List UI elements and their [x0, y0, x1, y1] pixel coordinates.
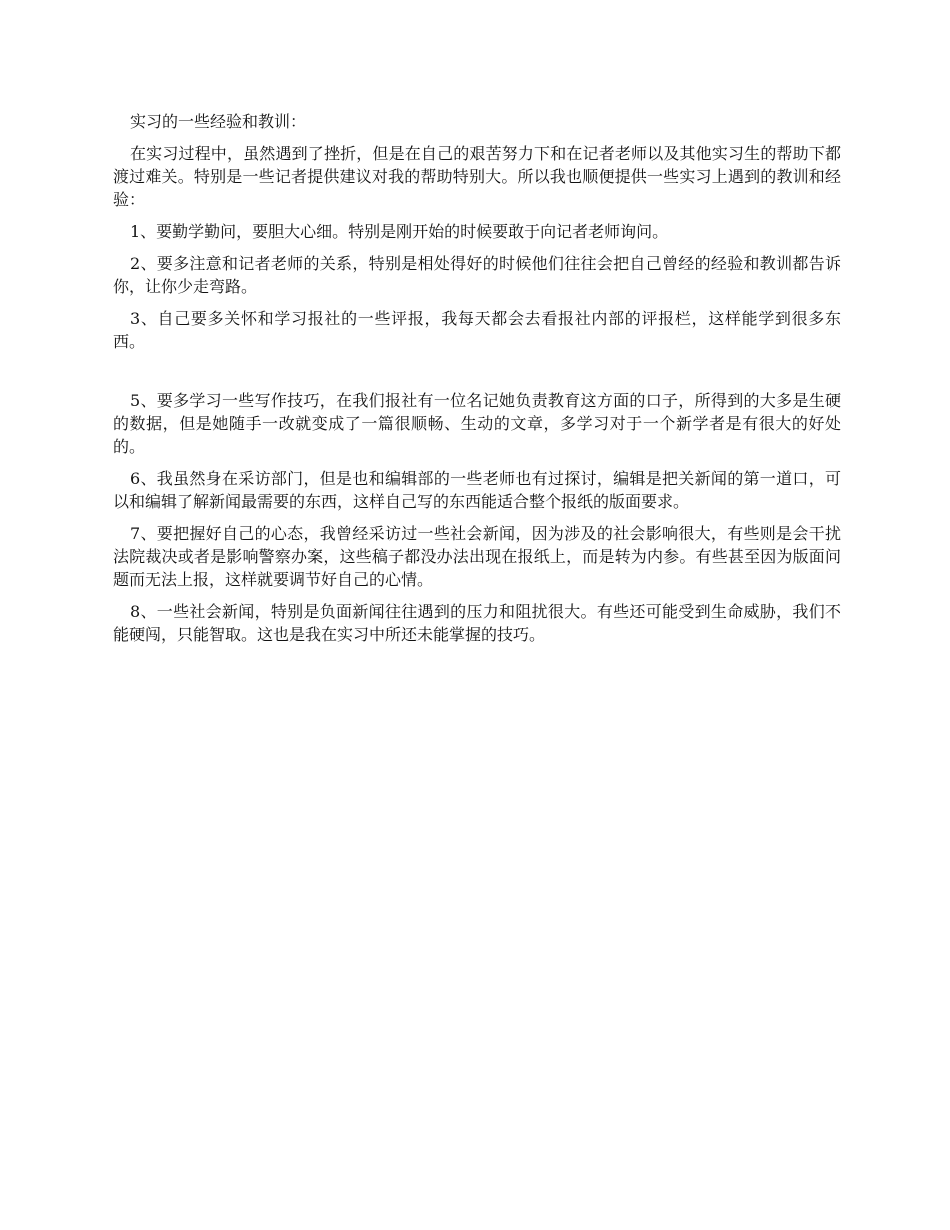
list-item: 7、要把握好自己的心态，我曾经采访过一些社会新闻，因为涉及的社会影响很大，有些则是会干扰法院裁决或者是影响警察办案，这些稿子都没办法出现在报纸上，而是转为内参。有些甚至因为版面问题而无法上报，这样就要调节好自己的心情。: [113, 524, 841, 589]
list-item: 3、自己要多关怀和学习报社的一些评报，我每天都会去看报社内部的评报栏，这样能学到很多东西。: [113, 309, 841, 351]
blank-gap: [113, 362, 841, 389]
list-item: 1、要勤学勤问，要胆大心细。特别是刚开始的时候要敢于向记者老师询问。: [130, 222, 669, 241]
list-item: 8、一些社会新闻，特别是负面新闻往往遇到的压力和阻扰很大。有些还可能受到生命威胁，我们不能硬闯，只能智取。这也是我在实习中所还未能掌握的技巧。: [113, 602, 841, 644]
list-item: 6、我虽然身在采访部门，但是也和编辑部的一些老师也有过探讨，编辑是把关新闻的第一道口，可以和编辑了解新闻最需要的东西，这样自己写的东西能适合整个报纸的版面要求。: [113, 469, 841, 511]
intro-paragraph: 在实习过程中，虽然遇到了挫折，但是在自己的艰苦努力下和在记者老师以及其他实习生的帮助下都渡过难关。特别是一些记者提供建议对我的帮助特别大。所以我也顺便提供一些实习上遇到的教训和经验：: [113, 144, 841, 209]
list-item: 5、要多学习一些写作技巧，在我们报社有一位名记她负责教育这方面的口子，所得到的大多是生硬的数据，但是她随手一改就变成了一篇很顺畅、生动的文章，多学习对于一个新学者是有很大的好处的。: [113, 391, 841, 456]
list-item: 2、要多注意和记者老师的关系，特别是相处得好的时候他们往往会把自己曾经的经验和教训都告诉你，让你少走弯路。: [113, 254, 841, 296]
document-body: [113, 110, 841, 655]
document-heading: 实习的一些经验和教训：: [130, 112, 307, 131]
